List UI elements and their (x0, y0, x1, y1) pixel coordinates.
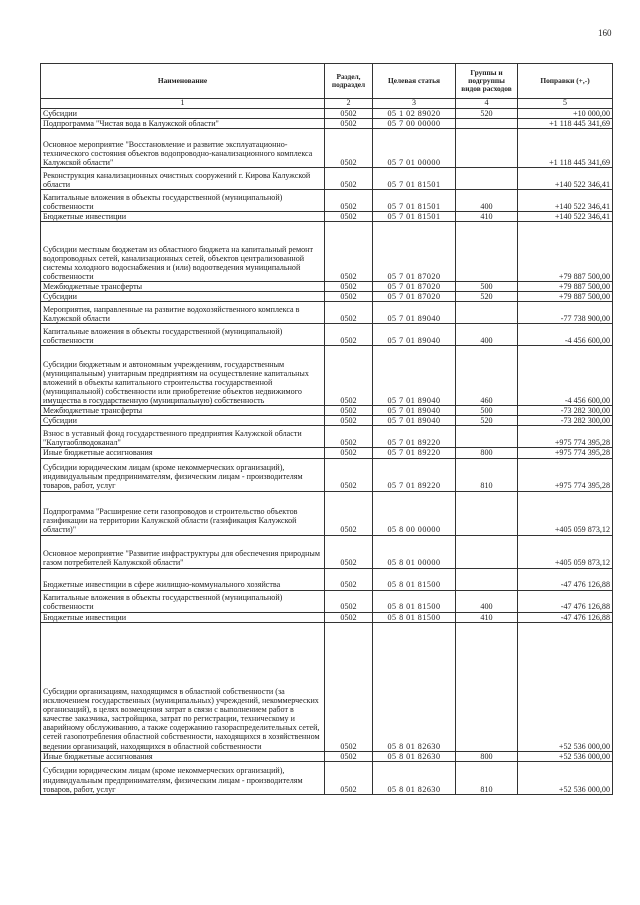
row-group: 410 (456, 612, 518, 622)
row-amount: -47 476 126,88 (518, 612, 613, 622)
row-razdel: 0502 (325, 282, 373, 292)
row-name: Субсидии (41, 416, 325, 426)
row-amount: +975 774 395,28 (518, 426, 613, 448)
row-name: Капитальные вложения в объекты государственной (муниципальной) собственности (41, 190, 325, 212)
row-razdel: 0502 (325, 448, 373, 458)
row-amount: -4 456 600,00 (518, 346, 613, 406)
header-group: Группы и подгруппы видов расходов (456, 64, 518, 99)
table-row (41, 612, 613, 622)
row-name: Бюджетные инвестиции в сфере жилищно-коммунального хозяйства (41, 568, 325, 590)
table-row (41, 535, 613, 568)
row-target: 05 8 00 00000 (373, 491, 456, 535)
row-amount: -77 738 900,00 (518, 302, 613, 324)
row-name: Межбюджетные трансферты (41, 282, 325, 292)
row-razdel: 0502 (325, 190, 373, 212)
row-amount: +140 522 346,41 (518, 212, 613, 222)
row-group: 400 (456, 324, 518, 346)
row-name: Субсидии бюджетным и автономным учреждениям, государственным (муниципальным) унитарным предприятиям на осуществление капитальных вложений в объекты капитального строительства государственной (муниципальной) собственности или приобретение объектов недвижимого имущества в государственную (муниципальную) собственность (41, 346, 325, 406)
row-group: 500 (456, 406, 518, 416)
row-amount: +79 887 500,00 (518, 222, 613, 282)
row-razdel: 0502 (325, 212, 373, 222)
row-target: 05 8 01 81500 (373, 590, 456, 612)
row-razdel: 0502 (325, 761, 373, 794)
row-group: 520 (456, 416, 518, 426)
row-target: 05 7 01 89040 (373, 416, 456, 426)
header-amount: Поправки (+,-) (518, 64, 613, 99)
row-target: 05 7 01 89220 (373, 458, 456, 491)
row-name: Капитальные вложения в объекты государственной (муниципальной) собственности (41, 324, 325, 346)
row-target: 05 7 01 89220 (373, 448, 456, 458)
table-row (41, 129, 613, 168)
row-target: 05 1 02 89020 (373, 109, 456, 119)
row-target: 05 7 01 87020 (373, 292, 456, 302)
table-row (41, 491, 613, 535)
row-razdel: 0502 (325, 458, 373, 491)
table-row (41, 448, 613, 458)
row-target: 05 7 01 87020 (373, 222, 456, 282)
row-name: Субсидии (41, 109, 325, 119)
row-name: Мероприятия, направленные на развитие водохозяйственного комплекса в Калужской области (41, 302, 325, 324)
row-razdel: 0502 (325, 109, 373, 119)
table-row (41, 302, 613, 324)
row-amount: -73 282 300,00 (518, 416, 613, 426)
header-razdel: Раздел, подраздел (325, 64, 373, 99)
row-target: 05 7 00 00000 (373, 119, 456, 129)
table-row (41, 761, 613, 794)
row-razdel: 0502 (325, 751, 373, 761)
row-target: 05 7 01 89220 (373, 426, 456, 448)
table-row (41, 458, 613, 491)
table-row (41, 282, 613, 292)
table-row (41, 109, 613, 119)
page-number: 160 (598, 28, 612, 38)
row-target: 05 7 01 89040 (373, 302, 456, 324)
row-amount: +140 522 346,41 (518, 168, 613, 190)
row-amount: -47 476 126,88 (518, 568, 613, 590)
row-name: Субсидии юридическим лицам (кроме некоммерческих организаций), индивидуальным предпринимателям, физическим лицам - производителям товаров, работ, услуг (41, 761, 325, 794)
table-row (41, 416, 613, 426)
row-name: Субсидии организациям, находящимся в областной собственности (за исключением государственных (муниципальных) учреждений, некоммерческих организаций), в целях возмещения затрат в связи с выполнением работ в качестве заказчика, застройщика, затрат по регистрации, техническому и аварийному обслуживанию, а также содержанию газораспределительных сетей, сетей газопотребления областной собственности, находящихся в хозяйственном ведении организаций, находящихся в областной собственности (41, 622, 325, 751)
column-number: 1 (41, 99, 325, 109)
row-amount: +52 536 000,00 (518, 622, 613, 751)
row-name: Субсидии (41, 292, 325, 302)
row-target: 05 7 01 89040 (373, 324, 456, 346)
row-target: 05 7 01 00000 (373, 129, 456, 168)
table-row (41, 292, 613, 302)
table-row (41, 622, 613, 751)
row-target: 05 7 01 89040 (373, 346, 456, 406)
row-name: Иные бюджетные ассигнования (41, 751, 325, 761)
row-group (456, 491, 518, 535)
row-group: 810 (456, 761, 518, 794)
row-group: 410 (456, 212, 518, 222)
row-amount: +405 059 873,12 (518, 491, 613, 535)
table-body (41, 109, 613, 795)
table-row (41, 168, 613, 190)
row-name: Бюджетные инвестиции (41, 212, 325, 222)
table-row (41, 324, 613, 346)
table-row (41, 751, 613, 761)
row-name: Подпрограмма "Чистая вода в Калужской области" (41, 119, 325, 129)
column-number: 4 (456, 99, 518, 109)
row-group (456, 568, 518, 590)
row-group (456, 119, 518, 129)
row-razdel: 0502 (325, 406, 373, 416)
row-razdel: 0502 (325, 292, 373, 302)
row-name: Субсидии местным бюджетам из областного бюджета на капитальный ремонт водопроводных сетей, канализационных сетей, объектов централизованной системы холодного водоснабжения и (или) водоотведения муниципальной собственности (41, 222, 325, 282)
row-name: Реконструкция канализационных очистных сооружений г. Кирова Калужской области (41, 168, 325, 190)
row-razdel: 0502 (325, 129, 373, 168)
row-target: 05 7 01 87020 (373, 282, 456, 292)
row-razdel: 0502 (325, 416, 373, 426)
row-amount: +1 118 445 341,69 (518, 129, 613, 168)
row-target: 05 8 01 81500 (373, 612, 456, 622)
row-target: 05 8 01 82630 (373, 761, 456, 794)
row-name: Подпрограмма "Расширение сети газопроводов и строительство объектов газификации на территории Калужской области (газификация Калужской области)" (41, 491, 325, 535)
row-name: Основное мероприятие "Развитие инфраструктуры для обеспечения природным газом потребителей Калужской области" (41, 535, 325, 568)
header-target: Целевая статья (373, 64, 456, 99)
column-number: 3 (373, 99, 456, 109)
header-name: Наименование (41, 64, 325, 99)
row-razdel: 0502 (325, 590, 373, 612)
column-number-row (41, 99, 613, 109)
row-amount: -47 476 126,88 (518, 590, 613, 612)
row-razdel: 0502 (325, 491, 373, 535)
table-row (41, 190, 613, 212)
row-amount: +140 522 346,41 (518, 190, 613, 212)
row-group: 500 (456, 282, 518, 292)
row-target: 05 7 01 81501 (373, 212, 456, 222)
row-amount: +975 774 395,28 (518, 458, 613, 491)
row-target: 05 7 01 81501 (373, 190, 456, 212)
row-name: Бюджетные инвестиции (41, 612, 325, 622)
row-group: 460 (456, 346, 518, 406)
row-name: Взнос в уставный фонд государственного предприятия Калужской области "Калугаоблводоканал" (41, 426, 325, 448)
row-name: Капитальные вложения в объекты государственной (муниципальной) собственности (41, 590, 325, 612)
row-name: Субсидии юридическим лицам (кроме некоммерческих организаций), индивидуальным предпринимателям, физическим лицам - производителям товаров, работ, услуг (41, 458, 325, 491)
row-razdel: 0502 (325, 426, 373, 448)
row-target: 05 8 01 82630 (373, 622, 456, 751)
table-row (41, 568, 613, 590)
row-amount: +975 774 395,28 (518, 448, 613, 458)
row-group (456, 129, 518, 168)
row-amount: -4 456 600,00 (518, 324, 613, 346)
table-row (41, 346, 613, 406)
row-amount: +1 118 445 341,69 (518, 119, 613, 129)
row-amount: +79 887 500,00 (518, 282, 613, 292)
row-razdel: 0502 (325, 168, 373, 190)
table-row (41, 119, 613, 129)
row-group (456, 426, 518, 448)
row-group (456, 622, 518, 751)
row-amount: +52 536 000,00 (518, 761, 613, 794)
row-target: 05 8 01 82630 (373, 751, 456, 761)
row-razdel: 0502 (325, 622, 373, 751)
row-razdel: 0502 (325, 535, 373, 568)
row-amount: -73 282 300,00 (518, 406, 613, 416)
row-name: Основное мероприятие "Восстановление и развитие эксплуатационно-технического состояния объектов водопроводно-канализационного комплекса Калужской области" (41, 129, 325, 168)
row-group: 520 (456, 109, 518, 119)
row-amount: +52 536 000,00 (518, 751, 613, 761)
row-group (456, 302, 518, 324)
row-razdel: 0502 (325, 612, 373, 622)
row-name: Иные бюджетные ассигнования (41, 448, 325, 458)
column-number: 5 (518, 99, 613, 109)
row-group: 800 (456, 448, 518, 458)
row-amount: +79 887 500,00 (518, 292, 613, 302)
table-row (41, 406, 613, 416)
row-group: 400 (456, 190, 518, 212)
row-name: Межбюджетные трансферты (41, 406, 325, 416)
row-amount: +405 059 873,12 (518, 535, 613, 568)
table-row (41, 426, 613, 448)
table-row (41, 212, 613, 222)
row-target: 05 7 01 89040 (373, 406, 456, 416)
budget-amendments-table (40, 63, 613, 795)
row-amount: +10 000,00 (518, 109, 613, 119)
table-header-row (41, 64, 613, 99)
row-group: 810 (456, 458, 518, 491)
column-number: 2 (325, 99, 373, 109)
row-group (456, 535, 518, 568)
row-razdel: 0502 (325, 324, 373, 346)
row-target: 05 7 01 81501 (373, 168, 456, 190)
row-target: 05 8 01 00000 (373, 535, 456, 568)
row-group (456, 222, 518, 282)
row-razdel: 0502 (325, 346, 373, 406)
row-razdel: 0502 (325, 568, 373, 590)
row-group: 520 (456, 292, 518, 302)
table-row (41, 222, 613, 282)
row-group: 400 (456, 590, 518, 612)
table-row (41, 590, 613, 612)
row-razdel: 0502 (325, 222, 373, 282)
row-group: 800 (456, 751, 518, 761)
row-razdel: 0502 (325, 119, 373, 129)
row-group (456, 168, 518, 190)
row-razdel: 0502 (325, 302, 373, 324)
row-target: 05 8 01 81500 (373, 568, 456, 590)
